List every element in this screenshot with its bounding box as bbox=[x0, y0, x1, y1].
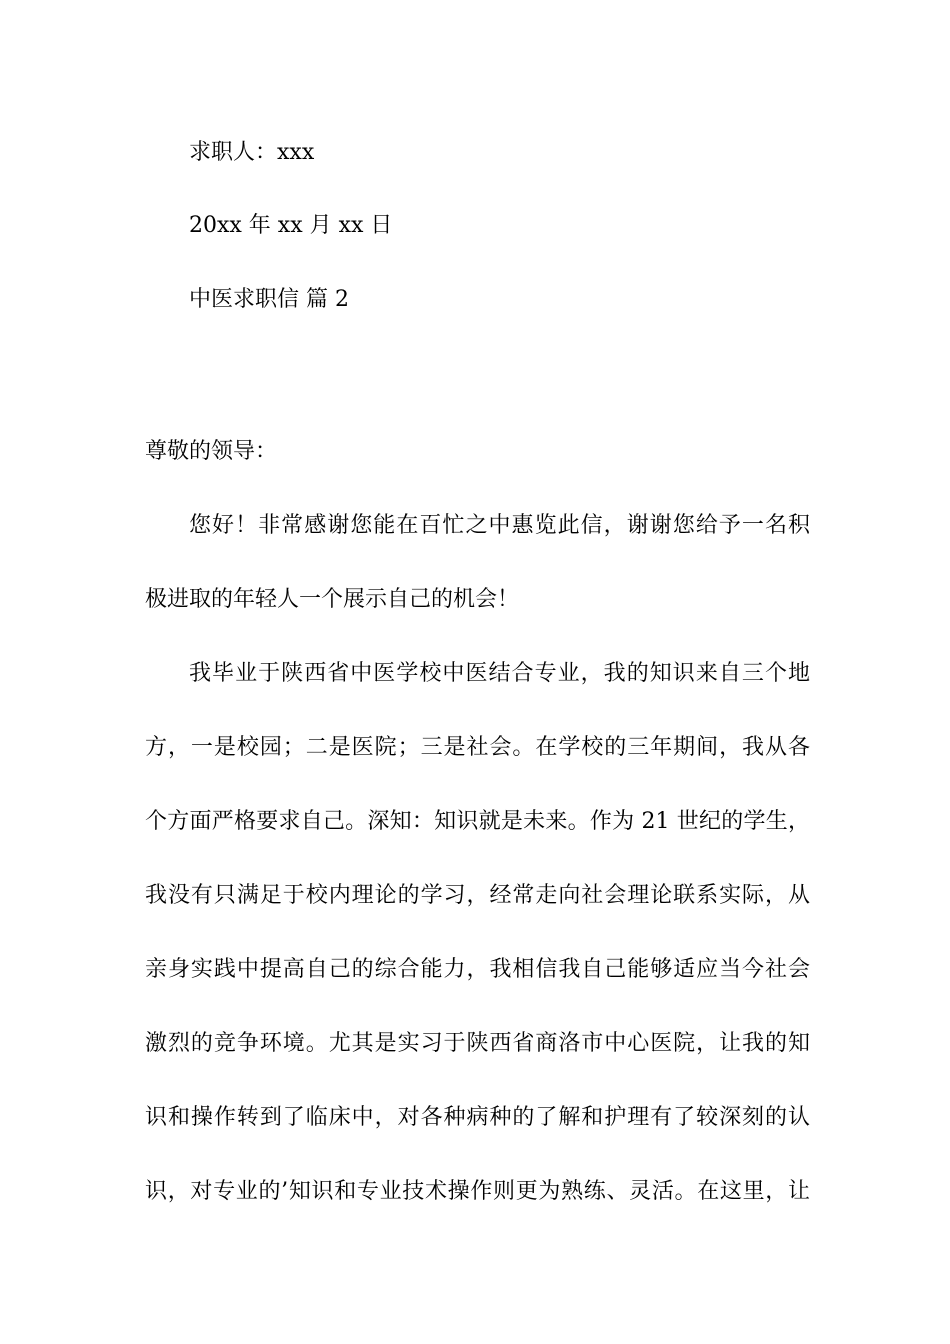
paragraph-line: 识和操作转到了临床中，对各种病种的了解和护理有了较深刻的认 bbox=[145, 1105, 810, 1130]
paragraph-line: 方，一是校园；二是医院；三是社会。在学校的三年期间，我从各 bbox=[145, 735, 810, 760]
applicant-signature: 求职人：xxx bbox=[189, 140, 315, 165]
letter-date: 20xx 年 xx 月 xx 日 bbox=[189, 213, 393, 238]
paragraph-line: 您好！非常感谢您能在百忙之中惠览此信，谢谢您给予一名积 bbox=[189, 513, 810, 538]
paragraph-line: 识，对专业的’知识和专业技术操作则更为熟练、灵活。在这里，让 bbox=[145, 1179, 810, 1204]
section-title: 中医求职信 篇 2 bbox=[189, 287, 349, 312]
paragraph-line: 激烈的竞争环境。尤其是实习于陕西省商洛市中心医院，让我的知 bbox=[145, 1031, 810, 1056]
paragraph-line: 个方面严格要求自己。深知：知识就是未来。作为 21 世纪的学生， bbox=[145, 809, 810, 834]
paragraph-line: 我毕业于陕西省中医学校中医结合专业，我的知识来自三个地 bbox=[189, 661, 810, 686]
paragraph-line: 极进取的年轻人一个展示自己的机会！ bbox=[145, 587, 520, 612]
paragraph-line: 我没有只满足于校内理论的学习，经常走向社会理论联系实际，从 bbox=[145, 883, 810, 908]
salutation: 尊敬的领导： bbox=[145, 439, 278, 464]
paragraph-line: 亲身实践中提高自己的综合能力，我相信我自己能够适应当今社会 bbox=[145, 957, 810, 982]
